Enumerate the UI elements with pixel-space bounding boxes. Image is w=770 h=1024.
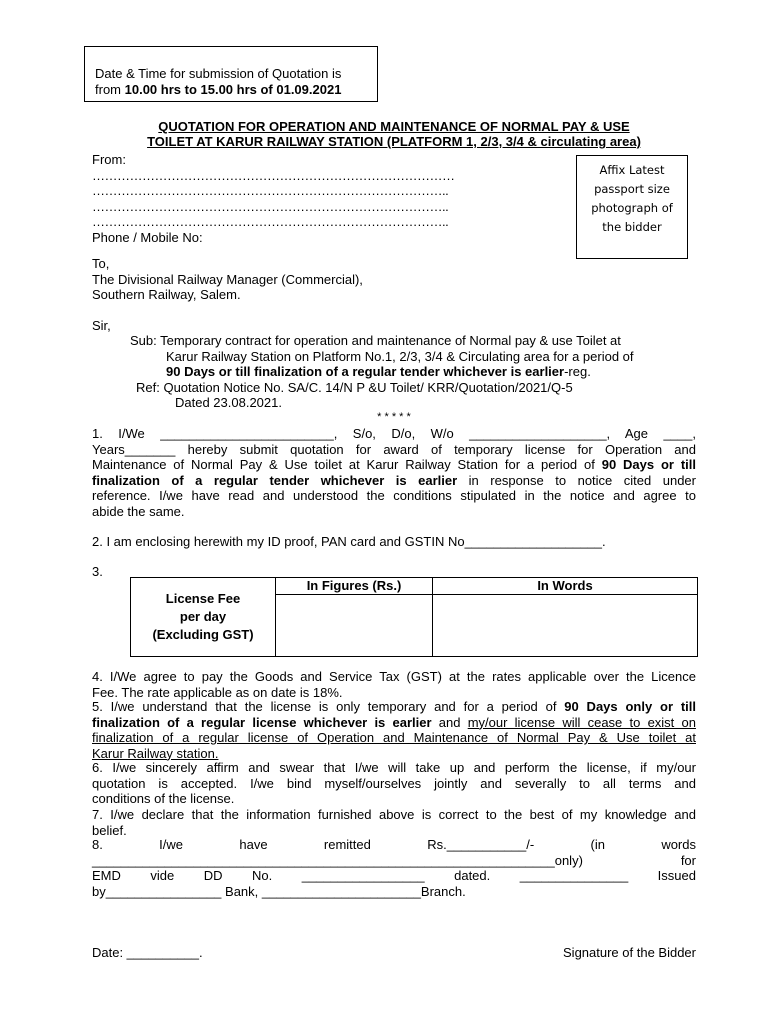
para-1	[92, 426, 696, 519]
para-1-line: Years_______ hereby submit quotation for award of temporary license for Operation and	[92, 441, 696, 457]
para-8-line: ________________________________________________________________only) for	[92, 852, 696, 868]
para-4-line: Fee. The rate applicable as on date is 18%.	[92, 684, 343, 700]
para-2: 2. I am enclosing herewith my ID proof, PAN card and GSTIN No___________________.	[92, 534, 606, 549]
from-address-line-1: ……………………………………………………………………………	[92, 167, 455, 183]
para-5-line: Karur Railway station.	[92, 745, 219, 761]
para-5-line: 5. I/we understand that the license is only temporary and for a period of 90 Days only or till	[92, 699, 696, 714]
to-address-line-1: The Divisional Railway Manager (Commercial),	[92, 271, 363, 287]
photo-box-line: Affix Latest	[599, 163, 665, 177]
license-fee-label: (Excluding GST)	[152, 627, 254, 642]
submission-time-range: 10.00 hrs to 15.00 hrs of 01.09.2021	[124, 81, 342, 97]
photo-box-line: passport size	[594, 182, 670, 196]
para-8	[92, 837, 696, 899]
reference-date: Dated 23.08.2021.	[175, 395, 282, 410]
para-5-line: finalization of a regular license whichever is earlier and my/our license will cease to exist on	[92, 714, 696, 730]
col-header-words: In Words	[433, 578, 698, 595]
col-header-figures: In Figures (Rs.)	[276, 578, 433, 595]
license-fee-table	[130, 577, 698, 657]
fee-words-cell[interactable]	[433, 594, 698, 657]
fee-figures-cell[interactable]	[276, 594, 433, 657]
license-fee-label: per day	[179, 609, 227, 624]
para-4-line: 4. I/We agree to pay the Goods and Service Tax (GST) at the rates applicable over the Licence	[92, 669, 696, 684]
para-4	[92, 669, 696, 700]
para-1-line: 1. I/We ________________________, S/o, D/o, W/o ___________________, Age ____,	[92, 426, 696, 441]
from-label: From:	[92, 152, 126, 167]
document-title-line-2: TOILET AT KARUR RAILWAY STATION (PLATFORM 1, 2/3, 3/4 & circulating area)	[147, 134, 641, 149]
from-block	[92, 152, 562, 245]
submission-line-1: Date & Time for submission of Quotation is	[95, 66, 342, 81]
from-address-line-2: …………………………………………………………………………..	[92, 183, 449, 198]
para-1-line: reference. I/we have read and understood the conditions stipulated in the notice and agree to	[92, 488, 696, 503]
submission-time-box	[84, 46, 378, 102]
photo-box-line: photograph of	[591, 201, 673, 215]
photo-box-line: the bidder	[602, 220, 662, 234]
para-7-line: belief.	[92, 822, 127, 838]
separator-stars: * * * * *	[377, 411, 411, 423]
para-6-line: conditions of the license.	[92, 791, 235, 806]
bidder-signature-label: Signature of the Bidder	[563, 945, 696, 960]
para-1-line: Maintenance of Normal Pay & Use toilet at Karur Railway Station for a period of 90 Days or till	[92, 457, 696, 472]
para-8-line: 8. I/we have remitted Rs.___________/- (in words	[92, 837, 696, 852]
subject-line-1: Sub: Temporary contract for operation and maintenance of Normal pay & use Toilet at	[130, 333, 621, 348]
para-6	[92, 760, 696, 807]
license-fee-label-cell	[131, 578, 276, 657]
para-1-line: abide the same.	[92, 503, 185, 519]
photo-placeholder-box	[576, 155, 688, 259]
to-address-line-2: Southern Railway, Salem.	[92, 287, 241, 302]
para-3-label: 3.	[92, 564, 103, 579]
from-address-line-4: …………………………………………………………………………..	[92, 214, 449, 229]
submission-line-2: from 10.00 hrs to 15.00 hrs of 01.09.2021	[95, 81, 342, 97]
license-fee-label: License Fee	[165, 591, 241, 606]
para-5-line: finalization of a regular license of Operation and Maintenance of Normal Pay & Use toilet at	[92, 730, 696, 745]
to-label: To,	[92, 256, 110, 271]
para-8-line: by________________ Bank, ______________________Branch.	[92, 883, 466, 899]
phone-label: Phone / Mobile No:	[92, 229, 203, 245]
date-field: Date: __________.	[92, 945, 203, 960]
salutation: Sir,	[92, 318, 111, 333]
para-7	[92, 807, 696, 838]
to-block	[92, 256, 592, 303]
para-8-line: EMD vide DD No. _________________ dated. _______________ Issued	[92, 868, 696, 883]
para-6-line: quotation is accepted. I/we bind myself/ourselves jointly and severally to all terms and	[92, 775, 696, 791]
para-1-line: finalization of a regular tender whichever is earlier in response to notice cited under	[92, 472, 696, 488]
subject-line-3: 90 Days or till finalization of a regular tender whichever is earlier-reg.	[166, 364, 591, 379]
para-5	[92, 699, 696, 761]
subject-line-2: Karur Railway Station on Platform No.1, 2/3, 3/4 & Circulating area for a period of	[166, 349, 634, 364]
reference-line: Ref: Quotation Notice No. SA/C. 14/N P &U Toilet/ KRR/Quotation/2021/Q-5	[136, 380, 573, 395]
para-6-line: 6. I/we sincerely affirm and swear that I/we will take up and perform the license, if my/our	[92, 760, 696, 775]
para-7-line: 7. I/we declare that the information furnished above is correct to the best of my knowledge and	[92, 807, 696, 822]
document-title-line-1: QUOTATION FOR OPERATION AND MAINTENANCE OF NORMAL PAY & USE	[158, 119, 630, 134]
from-address-line-3: …………………………………………………………………………..	[92, 198, 449, 214]
